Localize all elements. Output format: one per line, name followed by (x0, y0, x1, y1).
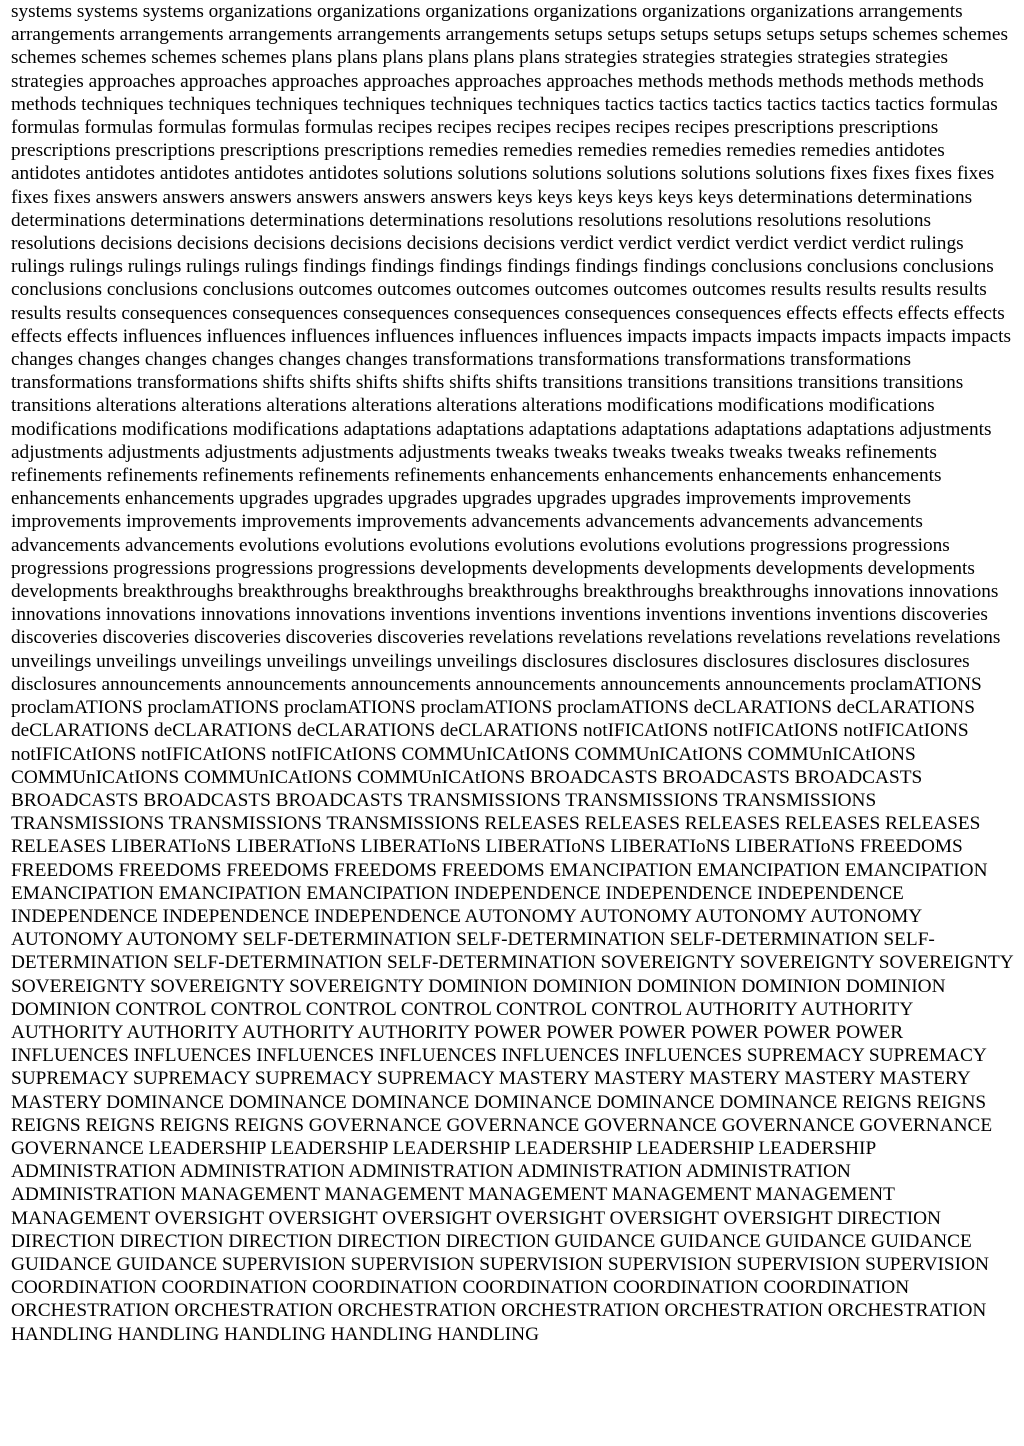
body-paragraph: systems systems systems organizations organizations organizations organizations organizations organizations arrangements arrangements arrangements arrangements arrangements arrangements setups setups setups setups setups setups schemes schemes schemes schemes schemes schemes plans plans plans plans plans plans strategies strategies strategies strategies strategies strategies approaches approaches approaches approaches approaches approaches methods methods methods methods methods methods techniques techniques techniques techniques techniques techniques tactics tactics tactics tactics tactics tactics formulas formulas formulas formulas formulas formulas recipes recipes recipes recipes recipes recipes prescriptions prescriptions prescriptions prescriptions prescriptions prescriptions remedies remedies remedies remedies remedies remedies antidotes antidotes antidotes antidotes antidotes antidotes solutions solutions solutions solutions solutions solutions fixes fixes fixes fixes fixes fixes answers answers answers answers answers answers keys keys keys keys keys keys determinations determinations determinations determinations determinations determinations resolutions resolutions resolutions resolutions resolutions resolutions decisions decisions decisions decisions decisions decisions verdict verdict verdict verdict verdict verdict rulings rulings rulings rulings rulings rulings findings findings findings findings findings findings conclusions conclusions conclusions conclusions conclusions conclusions outcomes outcomes outcomes outcomes outcomes outcomes results results results results results results consequences consequences consequences consequences consequences consequences effects effects effects effects effects effects influences influences influences influences influences influences impacts impacts impacts impacts impacts impacts changes changes changes changes changes changes transformations transformations transformations transformations transformations transformations shifts shifts shifts shifts shifts shifts transitions transitions transitions transitions transitions transitions alterations alterations alterations alterations alterations alterations modifications modifications modifications modifications modifications modifications adaptations adaptations adaptations adaptations adaptations adaptations adjustments adjustments adjustments adjustments adjustments adjustments tweaks tweaks tweaks tweaks tweaks tweaks refinements refinements refinements refinements refinements refinements enhancements enhancements enhancements enhancements enhancements enhancements upgrades upgrades upgrades upgrades upgrades upgrades improvements improvements improvements improvements improvements improvements advancements advancements advancements advancements advancements advancements evolutions evolutions evolutions evolutions evolutions evolutions progressions progressions progressions progressions progressions progressions developments developments developments developments developments developments breakthroughs breakthroughs breakthroughs breakthroughs breakthroughs breakthroughs innovations innovations innovations innovations innovations innovations inventions inventions inventions inventions inventions inventions discoveries discoveries discoveries discoveries discoveries discoveries revelations revelations revelations revelations revelations revelations unveilings unveilings unveilings unveilings unveilings unveilings disclosures disclosures disclosures disclosures disclosures disclosures announcements announcements announcements announcements announcements announcements proclamATIONS proclamATIONS proclamATIONS proclamATIONS proclamATIONS proclamATIONS deCLARATIONS deCLARATIONS deCLARATIONS deCLARATIONS deCLARATIONS deCLARATIONS notIFICAtIONS notIFICAtIONS notIFICAtIONS notIFICAtIONS notIFICAtIONS notIFICAtIONS COMMUnICAtIONS COMMUnICAtIONS COMMUnICAtIONS COMMUnICAtIONS COMMUnICAtIONS COMMUnICAtIONS BROADCASTS BROADCASTS BROADCASTS BROADCASTS BROADCASTS BROADCASTS TRANSMISSIONS TRANSMISSIONS TRANSMISSIONS TRANSMISSIONS TRANSMISSIONS TRANSMISSIONS RELEASES RELEASES RELEASES RELEASES RELEASES RELEASES LIBERATIoNS LIBERATIoNS LIBERATIoNS LIBERATIoNS LIBERATIoNS LIBERATIoNS FREEDOMS FREEDOMS FREEDOMS FREEDOMS FREEDOMS FREEDOMS EMANCIPATION EMANCIPATION EMANCIPATION EMANCIPATION EMANCIPATION EMANCIPATION INDEPENDENCE INDEPENDENCE INDEPENDENCE INDEPENDENCE INDEPENDENCE INDEPENDENCE AUTONOMY AUTONOMY AUTONOMY AUTONOMY AUTONOMY AUTONOMY SELF-DETERMINATION SELF-DETERMINATION SELF-DETERMINATION SELF-DETERMINATION SELF-DETERMINATION SELF-DETERMINATION SOVEREIGNTY SOVEREIGNTY SOVEREIGNTY SOVEREIGNTY SOVEREIGNTY SOVEREIGNTY DOMINION DOMINION DOMINION DOMINION DOMINION DOMINION CONTROL CONTROL CONTROL CONTROL CONTROL CONTROL AUTHORITY AUTHORITY AUTHORITY AUTHORITY AUTHORITY AUTHORITY POWER POWER POWER POWER POWER POWER INFLUENCES INFLUENCES INFLUENCES INFLUENCES INFLUENCES INFLUENCES SUPREMACY SUPREMACY SUPREMACY SUPREMACY SUPREMACY SUPREMACY MASTERY MASTERY MASTERY MASTERY MASTERY MASTERY DOMINANCE DOMINANCE DOMINANCE DOMINANCE DOMINANCE DOMINANCE REIGNS REIGNS REIGNS REIGNS REIGNS REIGNS GOVERNANCE GOVERNANCE GOVERNANCE GOVERNANCE GOVERNANCE GOVERNANCE LEADERSHIP LEADERSHIP LEADERSHIP LEADERSHIP LEADERSHIP LEADERSHIP ADMINISTRATION ADMINISTRATION ADMINISTRATION ADMINISTRATION ADMINISTRATION ADMINISTRATION MANAGEMENT MANAGEMENT MANAGEMENT MANAGEMENT MANAGEMENT MANAGEMENT OVERSIGHT OVERSIGHT OVERSIGHT OVERSIGHT OVERSIGHT OVERSIGHT DIRECTION DIRECTION DIRECTION DIRECTION DIRECTION DIRECTION GUIDANCE GUIDANCE GUIDANCE GUIDANCE GUIDANCE GUIDANCE SUPERVISION SUPERVISION SUPERVISION SUPERVISION SUPERVISION SUPERVISION COORDINATION COORDINATION COORDINATION COORDINATION COORDINATION COORDINATION ORCHESTRATION ORCHESTRATION ORCHESTRATION ORCHESTRATION ORCHESTRATION ORCHESTRATION HANDLING HANDLING HANDLING HANDLING HANDLING (11, 1, 1013, 1345)
